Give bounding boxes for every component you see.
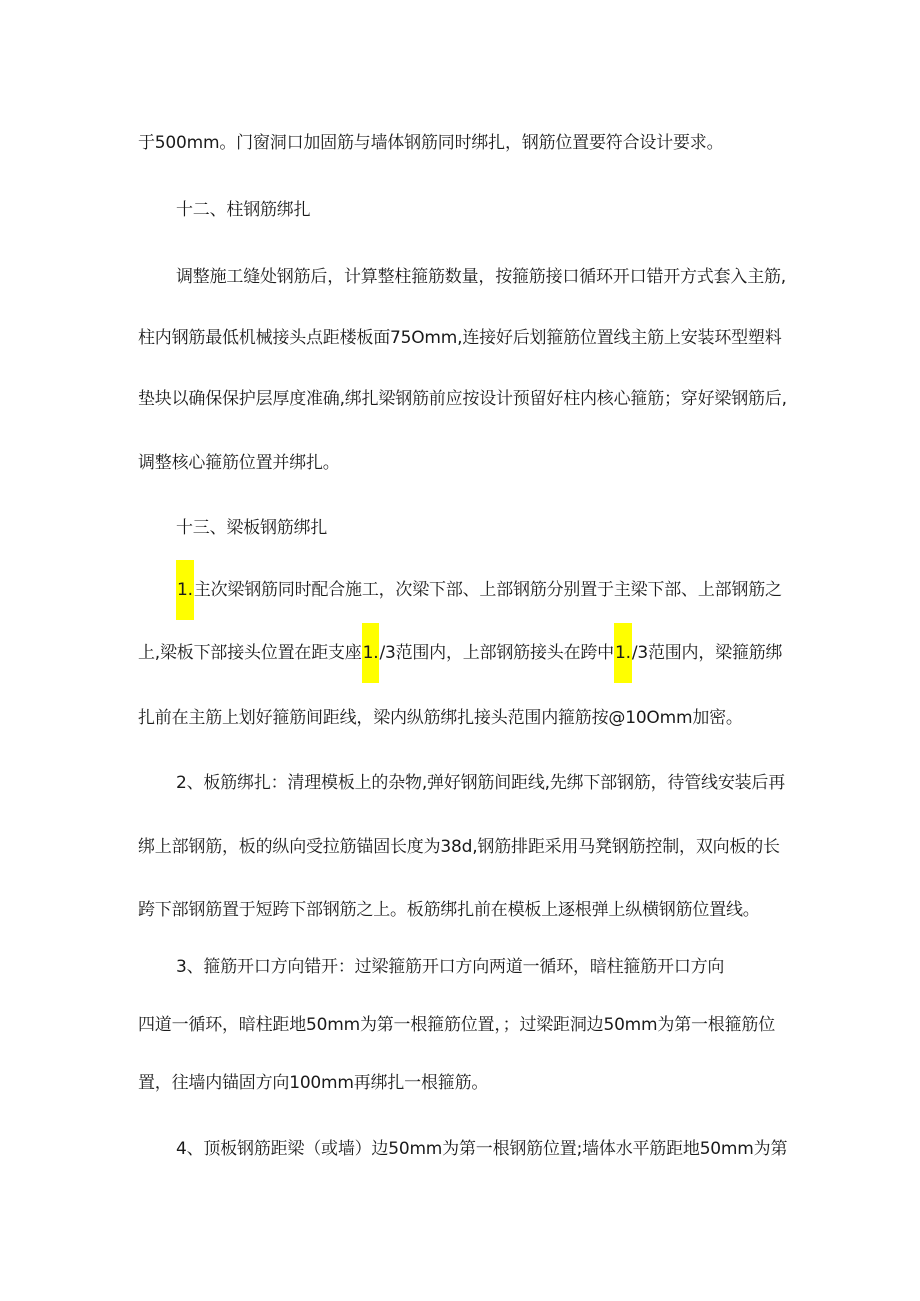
paragraph-line: 四道一循环，暗柱距地50mm为第一根箍筋位置，；过梁距洞边50mm为第一根箍筋位 <box>138 1015 776 1035</box>
paragraph-line: 垫块以确保保护层厚度准确,绑扎梁钢筋前应按设计预留好柱内核心箍筋；穿好梁钢筋后, <box>138 389 787 409</box>
highlighted-number: 1. <box>362 623 380 683</box>
paragraph-line: 柱内钢筋最低机械接头点距楼板面75Omm,连接好后划箍筋位置线主筋上安装环型塑料 <box>138 328 782 348</box>
paragraph-line <box>176 578 782 602</box>
text-run: 主次梁钢筋同时配合施工，次梁下部、上部钢筋分别置于主梁下部、上部钢筋之 <box>193 580 782 600</box>
highlighted-number: 1. <box>176 560 194 620</box>
section-heading-13: 十三、梁板钢筋绑扎 <box>176 518 328 538</box>
highlighted-number: 1. <box>614 623 632 683</box>
paragraph-line: 绑上部钢筋，板的纵向受拉筋锚固长度为38d,钢筋排距采用马凳钢筋控制，双向板的长 <box>138 837 780 857</box>
paragraph-line: 3、箍筋开口方向错开：过梁箍筋开口方向两道一循环，暗柱箍筋开口方向 <box>176 957 725 977</box>
paragraph-line: 调整核心箍筋位置并绑扎。 <box>138 453 340 473</box>
paragraph-line: 调整施工缝处钢筋后，计算整柱箍筋数量，按箍筋接口循环开口错开方式套入主筋, <box>176 267 787 287</box>
paragraph-line: 2、板筋绑扎：清理模板上的杂物,弹好钢筋间距线,先绑下部钢筋，待管线安装后再 <box>176 773 786 793</box>
paragraph-line: 于500mm。门窗洞口加固筋与墙体钢筋同时绑扎，钢筋位置要符合设计要求。 <box>138 133 724 153</box>
paragraph-line: 4、顶板钢筋距梁（或墙）边50mm为第一根钢筋位置;墙体水平筋距地50mm为第 <box>176 1139 788 1159</box>
paragraph-line: 扎前在主筋上划好箍筋间距线，梁内纵筋绑扎接头范围内箍筋按@10Omm加密。 <box>138 708 743 728</box>
section-heading-12: 十二、柱钢筋绑扎 <box>176 200 311 220</box>
text-run: 上,梁板下部接头位置在距支座 <box>138 643 362 663</box>
paragraph-line <box>138 641 782 665</box>
paragraph-line: 置，往墙内锚固方向100mm再绑扎一根箍筋。 <box>138 1073 489 1093</box>
text-run: /3范围内，梁箍筋绑 <box>631 643 783 663</box>
text-run: /3范围内，上部钢筋接头在跨中 <box>379 643 614 663</box>
paragraph-line: 跨下部钢筋置于短跨下部钢筋之上。板筋绑扎前在模板上逐根弹上纵横钢筋位置线。 <box>138 900 760 920</box>
